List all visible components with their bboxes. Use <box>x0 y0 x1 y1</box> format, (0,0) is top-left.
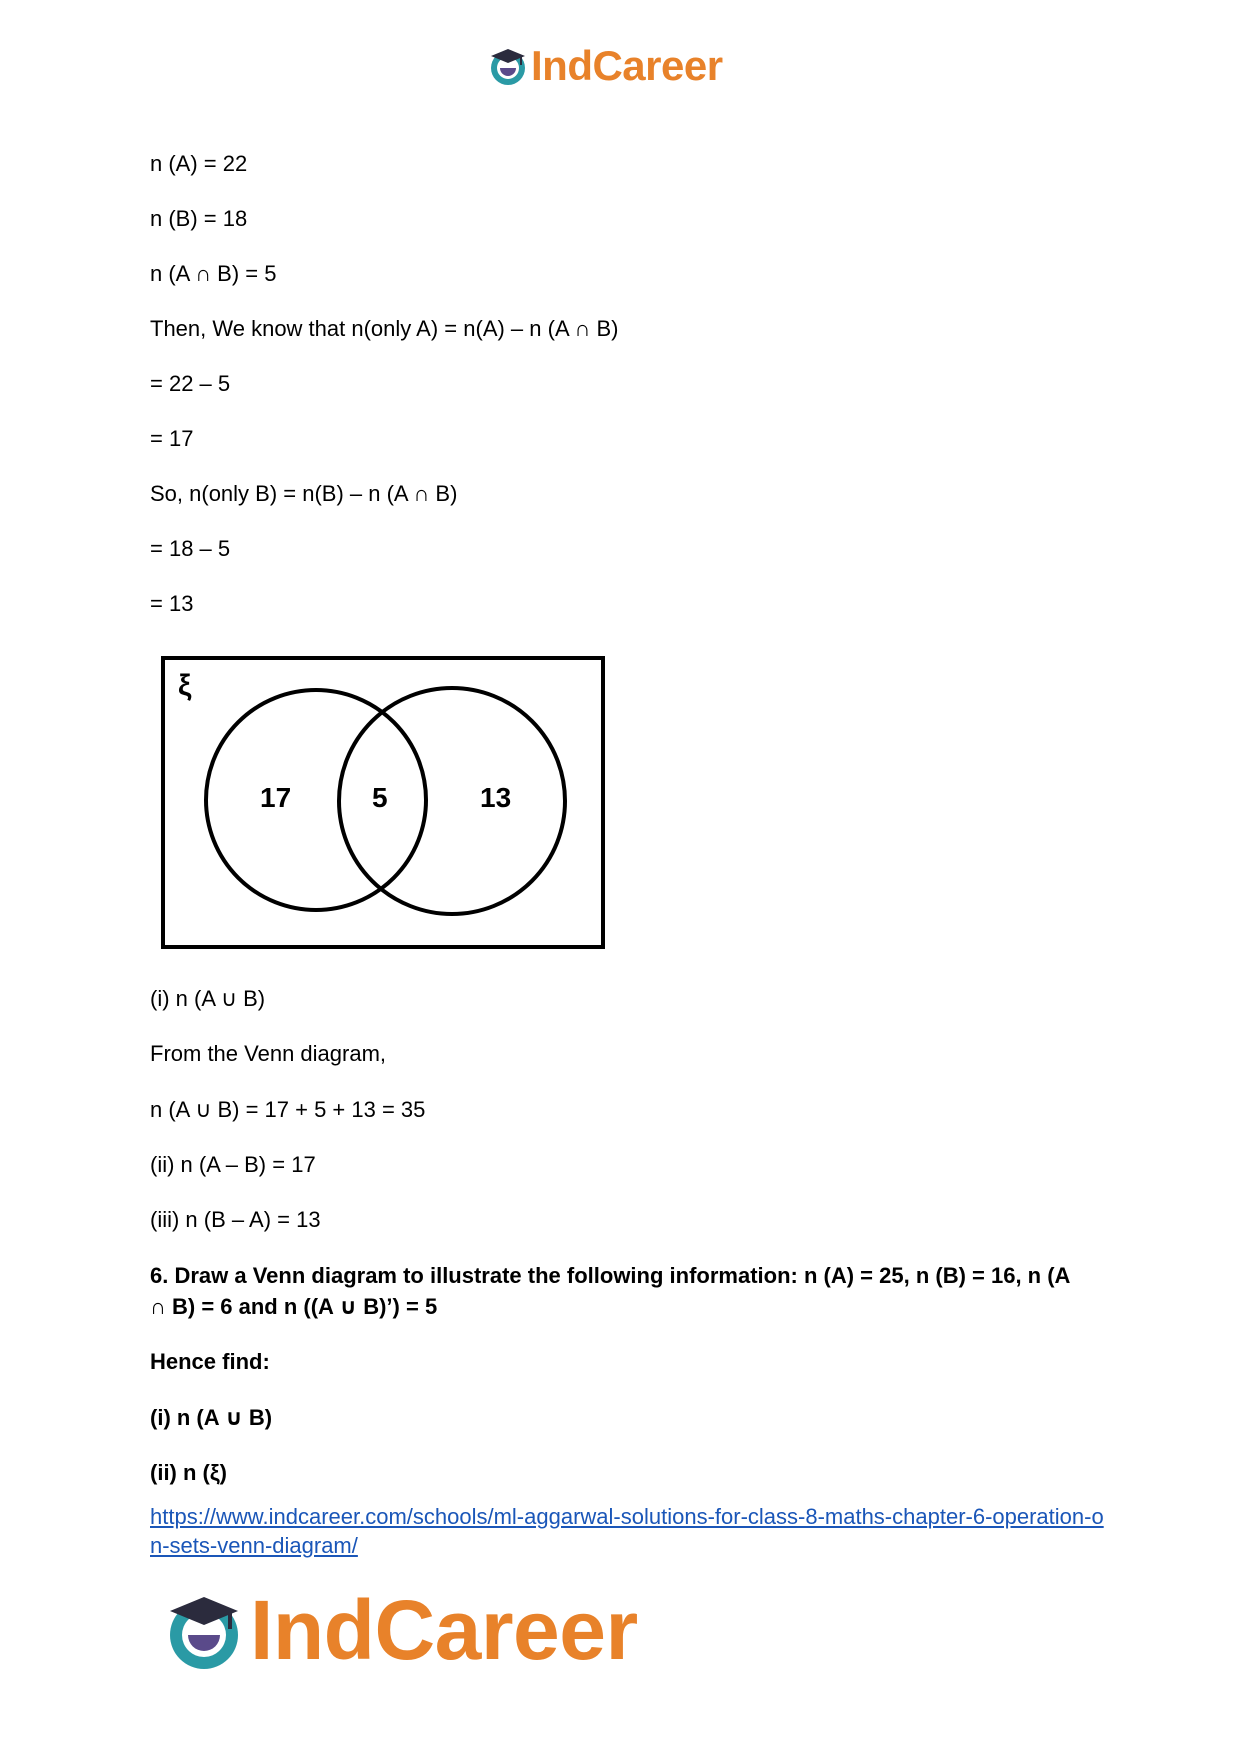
brand-name: IndCareer <box>531 42 723 89</box>
text-line: = 18 – 5 <box>150 536 231 561</box>
text-line: From the Venn diagram, <box>150 1041 387 1066</box>
text-line: n (A ∩ B) = 5 <box>150 261 277 286</box>
graduation-cap-icon <box>162 1589 246 1673</box>
only-a-count: 17 <box>260 782 292 813</box>
text-line: Then, We know that n(only A) = n(A) – n (A ∩ B) <box>150 316 619 341</box>
universal-symbol: ξ <box>178 669 192 702</box>
question-6: 6. Draw a Venn diagram to illustrate the following information: n (A) = 25, n (B) = 16, n (A ∩ B) = 6 and n ((A ∪ B)’) = 5 <box>150 1263 1070 1319</box>
set-a-circle <box>206 690 426 910</box>
question-part-ii: (ii) n (ξ) <box>150 1460 227 1485</box>
only-b-count: 13 <box>480 782 512 813</box>
text-line: = 22 – 5 <box>150 371 231 396</box>
text-line: (i) n (A ∪ B) <box>150 986 266 1011</box>
venn-diagram <box>160 655 608 955</box>
brand-name: IndCareer <box>250 1583 638 1677</box>
text-line: = 17 <box>150 426 194 451</box>
text-line: So, n(only B) = n(B) – n (A ∩ B) <box>150 481 458 506</box>
header-logo <box>487 42 723 90</box>
text-line: n (B) = 18 <box>150 206 248 231</box>
question-part-i: (i) n (A ∪ B) <box>150 1405 273 1430</box>
footer-logo <box>162 1582 638 1679</box>
source-link[interactable]: https://www.indcareer.com/schools/ml-aggarwal-solutions-for-class-8-maths-chapter-6-operation-on-sets-venn-diagram/ <box>150 1504 1104 1558</box>
text-line: = 13 <box>150 591 194 616</box>
text-line: (ii) n (A – B) = 17 <box>150 1152 316 1177</box>
intersection-count: 5 <box>372 782 388 813</box>
text-line: n (A) = 22 <box>150 151 248 176</box>
graduation-cap-icon <box>487 45 529 87</box>
text-line: n (A ∪ B) = 17 + 5 + 13 = 35 <box>150 1097 426 1122</box>
hence-find: Hence find: <box>150 1349 270 1374</box>
text-line: (iii) n (B – A) = 13 <box>150 1207 321 1232</box>
